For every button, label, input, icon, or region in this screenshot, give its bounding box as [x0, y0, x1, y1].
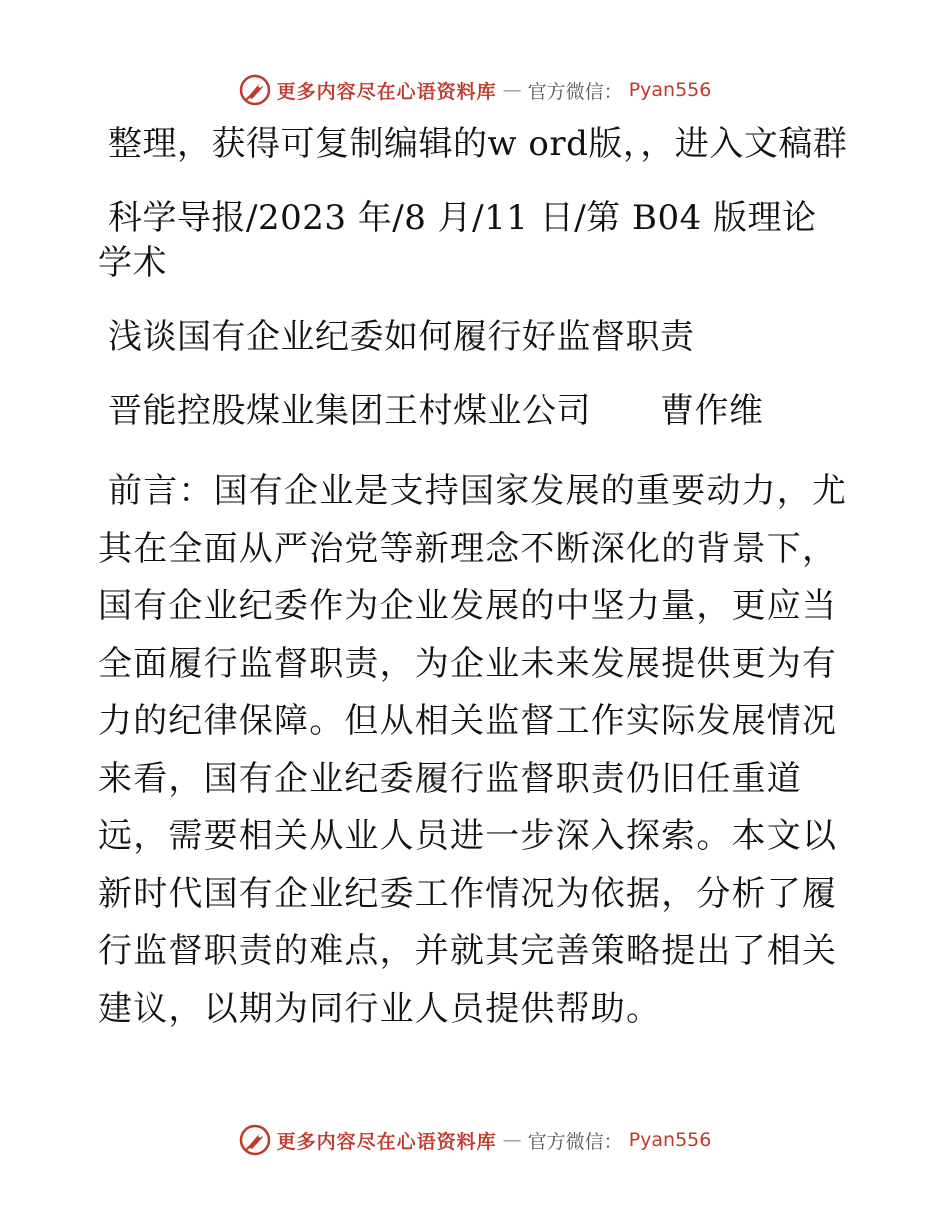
pen-nib-logo-icon [239, 1124, 271, 1156]
watermark-wechat-label: 官方微信： [527, 80, 623, 103]
pen-nib-logo-icon [239, 74, 271, 106]
watermark-wechat-label: 官方微信： [527, 1130, 623, 1153]
watermark-banner-top [0, 70, 950, 110]
preface-paragraph: 前言：国有企业是支持国家发展的重要动力，尤其在全面从严治党等新理念不断深化的背景下，国有企业纪委作为企业发展的中坚力量，更应当全面履行监督职责，为企业未来发展提供更为有力的纪律保障。但从相关监督工作实际发展情况来看，国有企业纪委履行监督职责仍旧任重道远，需要相关从业人员进一步深入探索。本文以新时代国有企业纪委工作情况为依据，分析了履行监督职责的难点，并就其完善策略提出了相关建议，以期为同行业人员提供帮助。 [98, 471, 848, 1029]
notice-paragraph: 整理，获得可复制编辑的w ord版，，进入文稿群 [108, 124, 848, 164]
article-title: 浅谈国有企业纪委如何履行好监督职责 [108, 317, 695, 357]
author-line: 晋能控股煤业集团王村煤业公司 曹作维 [108, 391, 764, 431]
watermark-wechat-account: Pyan556 [628, 1129, 712, 1151]
watermark-wechat-account: Pyan556 [628, 79, 712, 101]
document-body [98, 122, 848, 1038]
watermark-brand: 更多内容尽在心语资料库 [276, 80, 497, 103]
watermark-banner-bottom [0, 1120, 950, 1160]
watermark-separator: — [502, 79, 522, 101]
source-line: 科学导报/2023 年/8 月/11 日/第 B04 版理论学术 [98, 198, 817, 283]
watermark-separator: — [502, 1129, 522, 1151]
watermark-brand: 更多内容尽在心语资料库 [276, 1130, 497, 1153]
